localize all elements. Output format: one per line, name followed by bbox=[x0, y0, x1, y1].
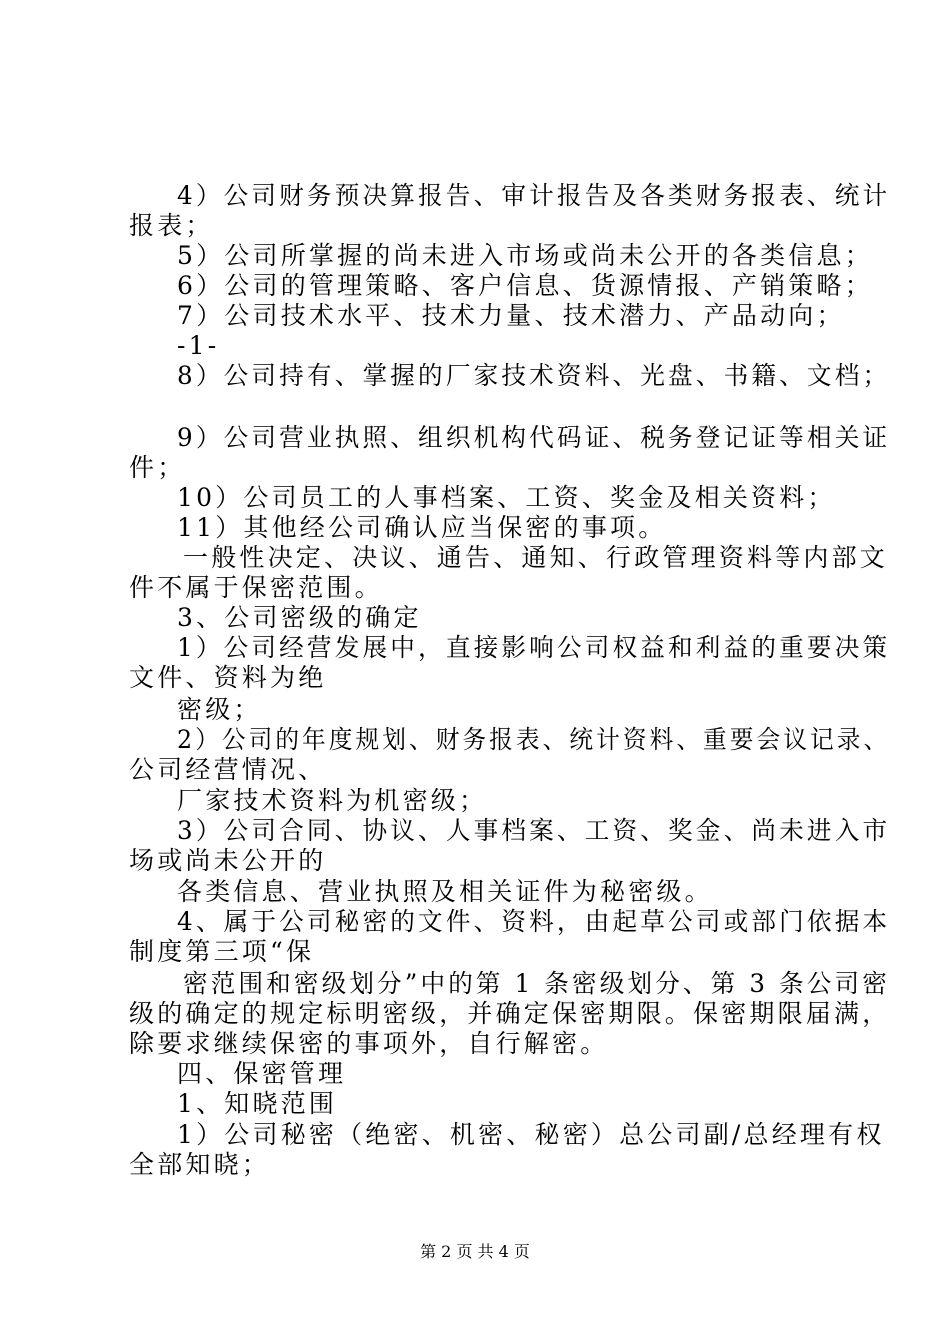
text-line: 厂家技术资料为机密级； bbox=[177, 786, 488, 815]
text-line: 4、属于公司秘密的文件、资料，由起草公司或部门依据本 bbox=[177, 907, 891, 936]
page-footer: 第 2 页 共 4 页 bbox=[420, 1242, 530, 1261]
text-line: 件； bbox=[129, 453, 186, 482]
page-marker: -1- bbox=[177, 331, 220, 360]
text-line: 6）公司的管理策略、客户信息、货源情报、产销策略； bbox=[177, 271, 873, 300]
text-line: 一般性决定、决议、通告、通知、行政管理资料等内部文 bbox=[183, 543, 889, 572]
text-line: 1）公司经营发展中，直接影响公司权益和利益的重要决策 bbox=[177, 633, 891, 662]
text-line: 件不属于保密范围。 bbox=[129, 573, 383, 602]
text-line: 各类信息、营业执照及相关证件为秘密级。 bbox=[177, 877, 713, 906]
section-heading: 1、知晓范围 bbox=[177, 1089, 338, 1118]
section-heading: 3、公司密级的确定 bbox=[177, 603, 422, 632]
text-line: 2）公司的年度规划、财务报表、统计资料、重要会议记录、 bbox=[177, 725, 891, 754]
text-line: 公司经营情况、 bbox=[129, 755, 327, 784]
text-line: 8）公司持有、掌握的厂家技术资料、光盘、书籍、文档； bbox=[177, 361, 891, 390]
text-line: 4）公司财务预决算报告、审计报告及各类财务报表、统计 bbox=[177, 181, 891, 210]
text-line: 10）公司员工的人事档案、工资、奖金及相关资料； bbox=[177, 483, 836, 512]
text-line: 报表； bbox=[129, 211, 214, 240]
text-line: 密范围和密级划分”中的第 1 条密级划分、第 3 条公司密 bbox=[183, 969, 890, 998]
text-line: 场或尚未公开的 bbox=[129, 846, 327, 875]
text-line: 全部知晓； bbox=[129, 1150, 271, 1179]
text-line: 11）其他经公司确认应当保密的事项。 bbox=[177, 513, 667, 542]
text-line: 9）公司营业执照、组织机构代码证、税务登记证等相关证 bbox=[177, 423, 891, 452]
text-line: 3）公司合同、协议、人事档案、工资、奖金、尚未进入市 bbox=[177, 816, 891, 845]
text-line: 级的确定的规定标明密级，并确定保密期限。保密期限届满， bbox=[129, 999, 891, 1028]
text-line: 除要求继续保密的事项外，自行解密。 bbox=[129, 1029, 609, 1058]
section-heading: 四、保密管理 bbox=[177, 1059, 347, 1088]
text-line: 文件、资料为绝 bbox=[129, 663, 327, 692]
text-line: 5）公司所掌握的尚未进入市场或尚未公开的各类信息； bbox=[177, 241, 873, 270]
text-line: 1）公司秘密（绝密、机密、秘密）总公司副/总经理有权 bbox=[177, 1120, 885, 1149]
text-line: 制度第三项“保 bbox=[129, 937, 315, 966]
text-line: 7）公司技术水平、技术力量、技术潜力、产品动向； bbox=[177, 301, 845, 330]
text-line: 密级； bbox=[177, 695, 262, 724]
